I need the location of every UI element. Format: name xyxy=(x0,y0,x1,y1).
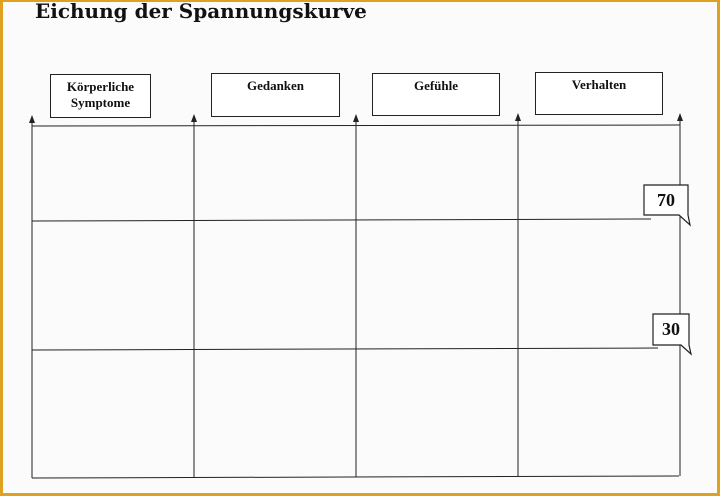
page-title: Eichung der Spannungskurve xyxy=(35,2,367,23)
column-header-verhalten: Verhalten xyxy=(535,72,663,115)
arrowhead-icon xyxy=(515,113,521,121)
column-header-gedanken: Gedanken xyxy=(211,73,340,117)
level-label-30: 30 xyxy=(662,319,680,339)
arrowhead-icon xyxy=(677,113,683,121)
level-label-70: 70 xyxy=(657,190,675,210)
worksheet-page xyxy=(3,2,717,493)
arrowhead-icon xyxy=(191,114,197,122)
column-header-koerperliche-symptome: Körperliche Symptome xyxy=(50,74,151,118)
tension-grid xyxy=(3,2,717,493)
arrowhead-icon xyxy=(353,114,359,122)
column-header-gefuehle: Gefühle xyxy=(372,73,500,116)
arrowhead-icon xyxy=(29,115,35,123)
